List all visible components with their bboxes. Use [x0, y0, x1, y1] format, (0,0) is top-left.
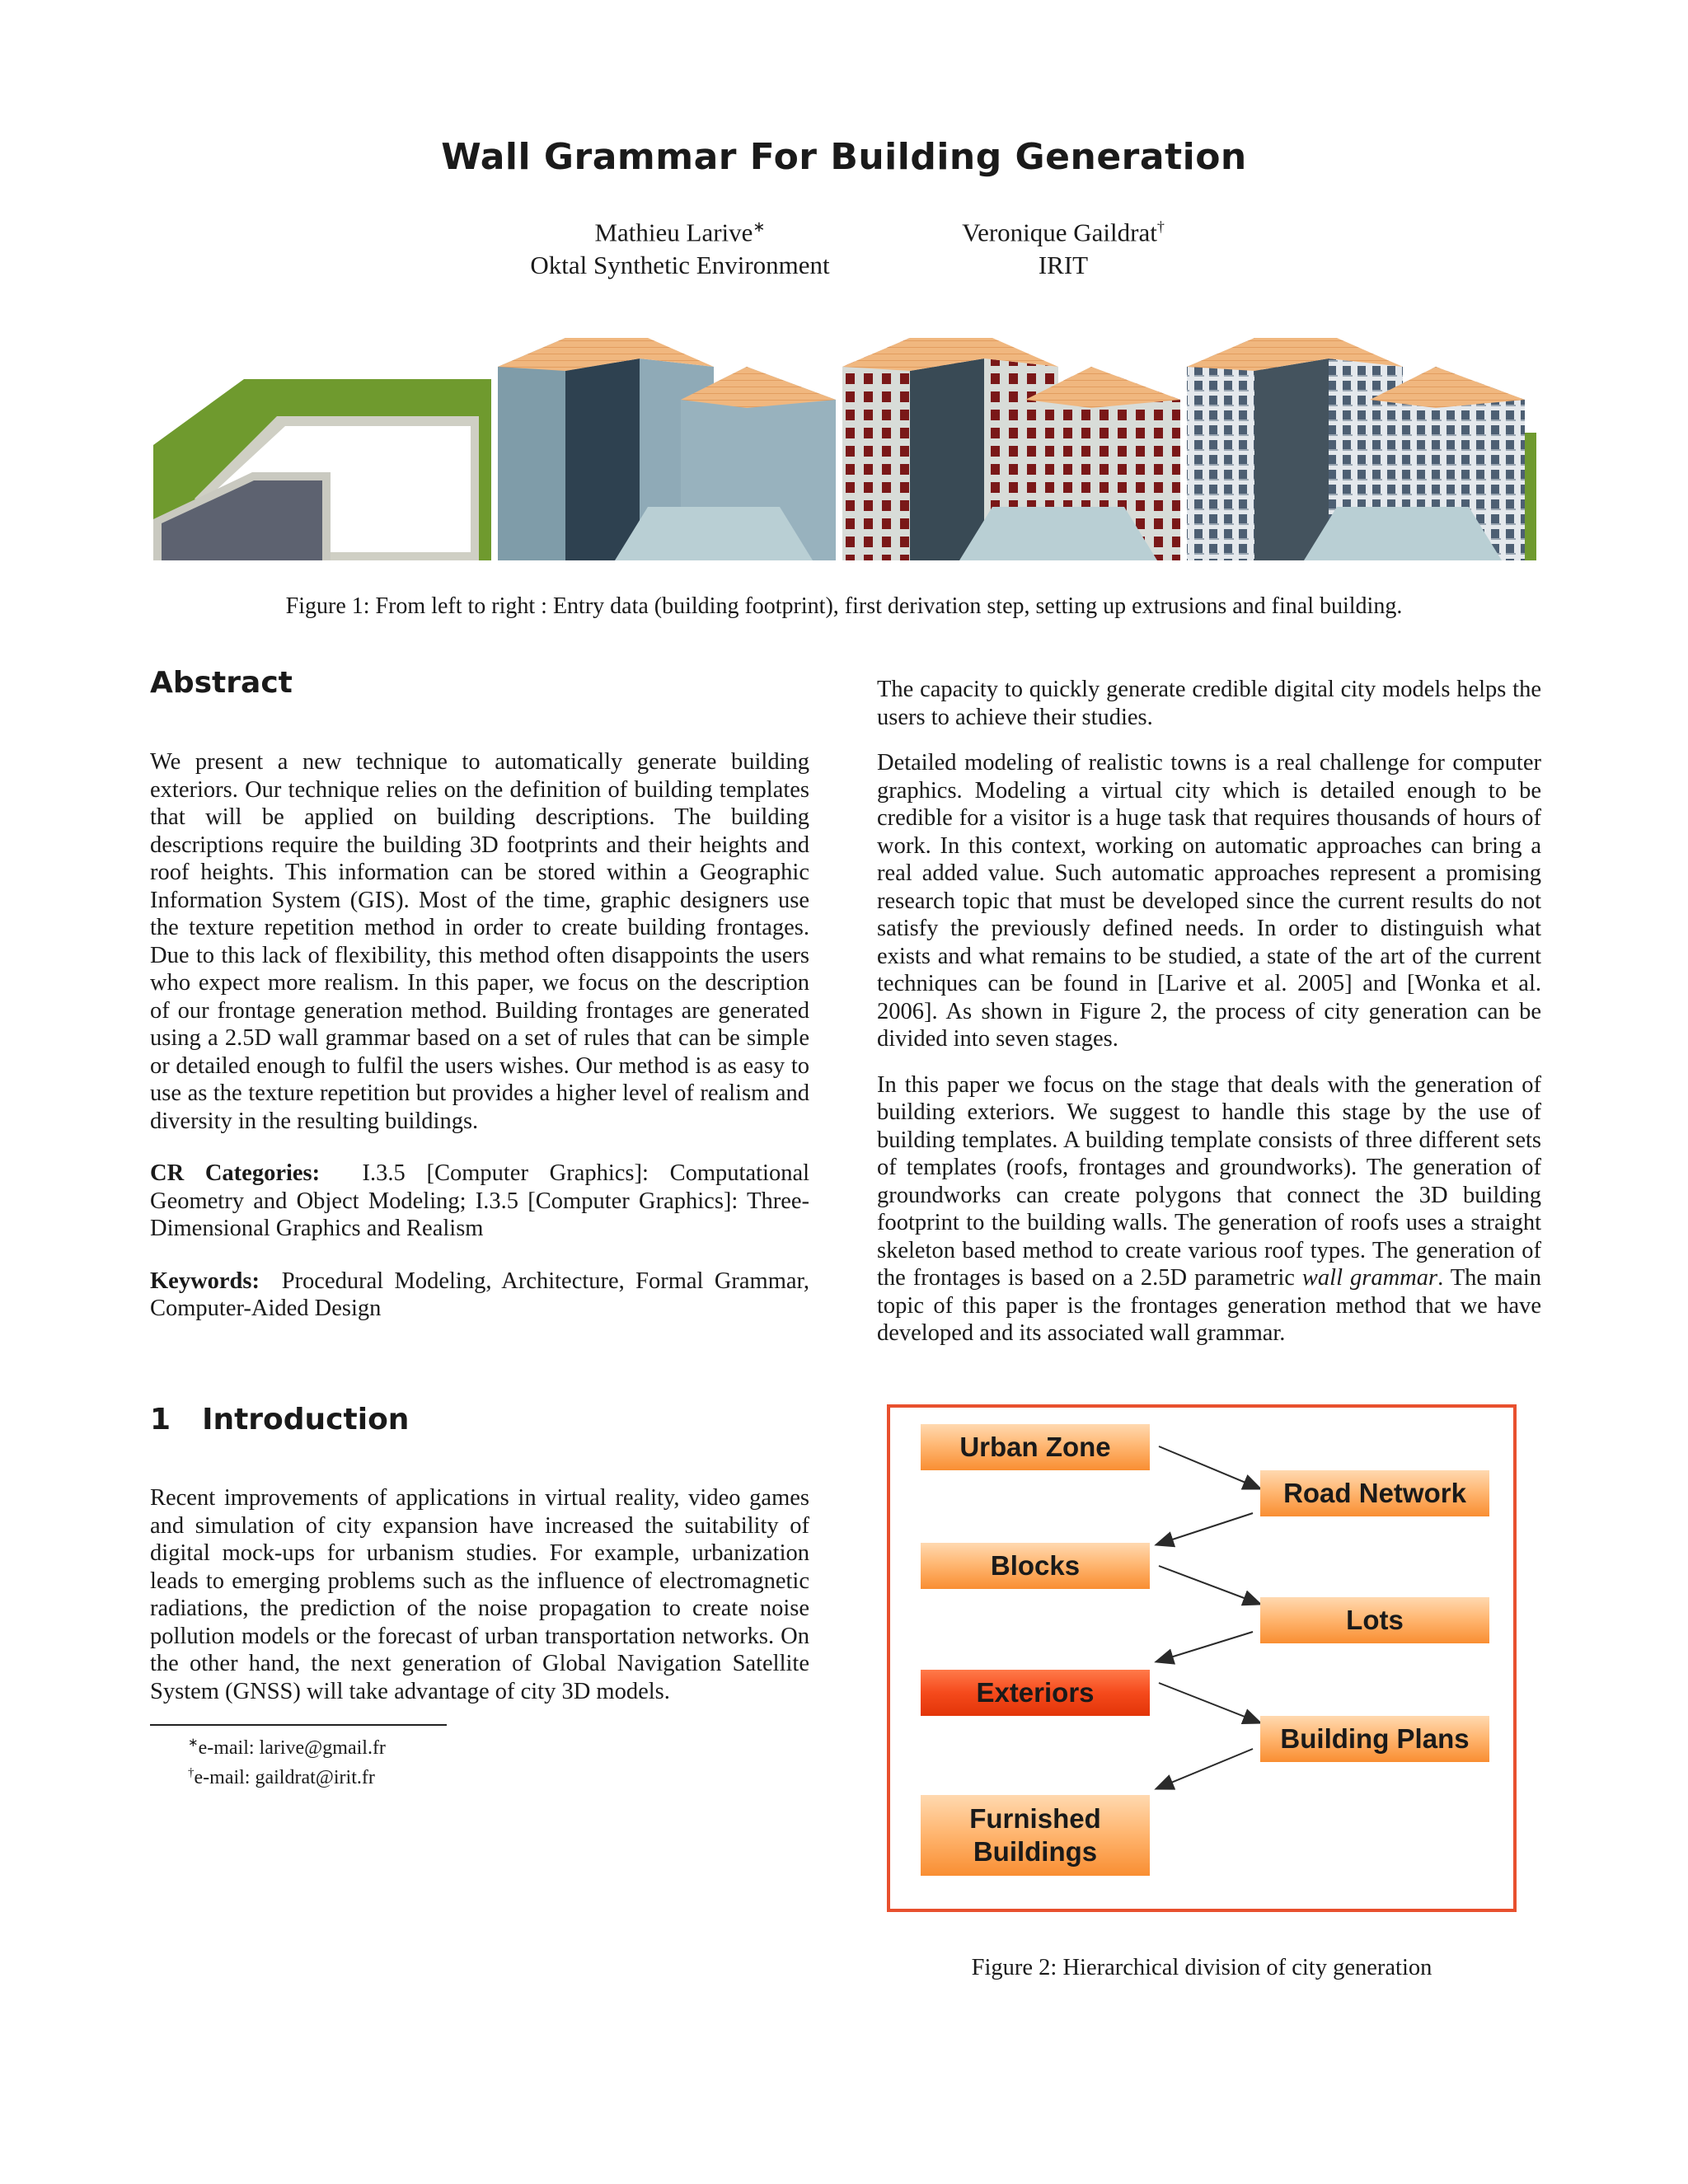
author-2-mark: † [1156, 218, 1165, 235]
intro-title: Introduction [202, 1403, 410, 1436]
right-paragraph-3: In this paper we focus on the stage that deals with the generation of building exteriors. We suggest to handle this stage by the use of building templates. A building template consists of three different sets of templates (roofs, frontages and groundworks). The generation of groundworks can create polygons that connect the 3D building footprint to the building walls. The generation of roofs uses a straight skeleton based method to create various roof types. The generation of the frontages is based on a 2.5D parametric wall grammar. The main topic of this paper is the frontages generation method that we have developed and its associated wall grammar. [877, 1071, 1542, 1346]
author-1 [495, 210, 865, 282]
figure-1-panel-derivation [498, 334, 836, 560]
keywords [150, 1268, 809, 1323]
stage-lots: Lots [1260, 1597, 1489, 1643]
keywords-label: Keywords: [150, 1268, 260, 1294]
cr-label: CR Categories: [150, 1160, 321, 1186]
stage-blocks: Blocks [921, 1543, 1150, 1589]
figure-2-caption: Figure 2: Hierarchical division of city generation [971, 1955, 1432, 1980]
stage-exteriors: Exteriors [921, 1670, 1150, 1716]
figure-1-image [153, 334, 1536, 560]
stage-road-network: Road Network [1260, 1470, 1489, 1516]
arrow-6 [1157, 1749, 1253, 1788]
arrow-5 [1159, 1683, 1259, 1722]
stage-urban-zone: Urban Zone [921, 1424, 1150, 1470]
right-paragraph-2: Detailed modeling of realistic towns is a real challenge for computer graphics. Modeling a virtual city which is detailed enough to be credible for a visitor is a huge task that requires thousands of hours of work. In this context, working on automatic approaches can bring a real added value. Such automatic approaches represent a promising research topic that must be developed since the current results do not satisfy the previously defined needs. In order to distinguish what exists and what remains to be studied, a state of the art of the current techniques can be found in [Larive et al. 2005] and [Wonka et al. 2006]. As shown in Figure 2, the process of city generation can be divided into seven stages. [877, 750, 1541, 1052]
figure-1-panel-extrusions [842, 334, 1180, 560]
abstract-body: We present a new technique to automatically generate building exteriors. Our technique relies on the definition of building templates that will be applied on building descriptions. The building descriptions require the building 3D footprints and their heights and roof heights. This information can be stored within a Geographic Information System (GIS). Most of the time, graphic designers use the texture repetition method in order to create building frontages. Due to this lack of flexibility, this method often disappoints the users who expect more realism. In this paper, we focus on the description of our frontage generation method. Building frontages are generated using a 2.5D wall grammar based on a set of rules that can be simple or detailed enough to fulfil the users wishes. Our method is as easy to use as the texture repetition but provides a higher level of realism and diversity in the resulting buildings. [150, 749, 809, 1134]
stage-building-plans: Building Plans [1260, 1716, 1489, 1762]
abstract-section [150, 748, 809, 1341]
cr-text: I.3.5 [Computer Graphics]: Computational Geometry and Object Modeling; I.3.5 [Computer Graphics]: Three-Dimensional Graphics and Realism [150, 1160, 810, 1241]
figure-1-panel-footprint [153, 334, 491, 560]
footnote-2: †e-mail: gaildrat@irit.fr [188, 1766, 375, 1788]
figure-1-caption: Figure 1: From left to right : Entry data (building footprint), first derivation step, setting up extrusions and final building. [285, 593, 1403, 619]
right-paragraph-1: The capacity to quickly generate credible digital city models helps the users to achieve their studies. [877, 677, 1541, 730]
arrow-3 [1159, 1566, 1259, 1604]
arrow-4 [1157, 1632, 1253, 1661]
cr-categories [150, 1160, 809, 1243]
figure-2-diagram [887, 1404, 1517, 1912]
keywords-text: Procedural Modeling, Architecture, Formal Grammar, Computer-Aided Design [150, 1268, 809, 1321]
author-2 [915, 210, 1212, 282]
intro-number: 1 [150, 1403, 171, 1436]
figure-1-panel-final [1187, 334, 1536, 560]
author-2-affiliation: IRIT [1038, 251, 1089, 280]
arrow-1 [1159, 1446, 1259, 1488]
wall-grammar-emphasis: wall grammar [1301, 1265, 1438, 1291]
intro-section [150, 1484, 809, 1723]
author-1-mark: ∗ [753, 218, 766, 235]
intro-body: Recent improvements of applications in virtual reality, video games and simulation of city expansion have increased the suitability of digital mock-ups for urbanism studies. For example, urbanization leads to emerging problems such as the influence of electromagnetic radiations, the prediction of the noise propagation to create noise pollution models or the forecast of urban transportation networks. On the other hand, the next generation of Global Navigation Satellite System (GNSS) will take advantage of city 3D models. [150, 1485, 809, 1704]
author-1-name: Mathieu Larive [594, 218, 753, 247]
footnotes [188, 1731, 386, 1790]
footnote-rule [150, 1724, 447, 1726]
intro-heading [150, 1403, 409, 1436]
author-2-name: Veronique Gaildrat [962, 218, 1157, 247]
abstract-heading: Abstract [150, 666, 293, 700]
stage-furnished-buildings: Furnished Buildings [921, 1795, 1150, 1876]
arrow-2 [1157, 1513, 1253, 1544]
author-1-affiliation: Oktal Synthetic Environment [530, 251, 830, 280]
paper-title: Wall Grammar For Building Generation [441, 136, 1247, 178]
footnote-1: ∗e-mail: larive@gmail.fr [188, 1736, 386, 1759]
right-column [877, 676, 1541, 1366]
